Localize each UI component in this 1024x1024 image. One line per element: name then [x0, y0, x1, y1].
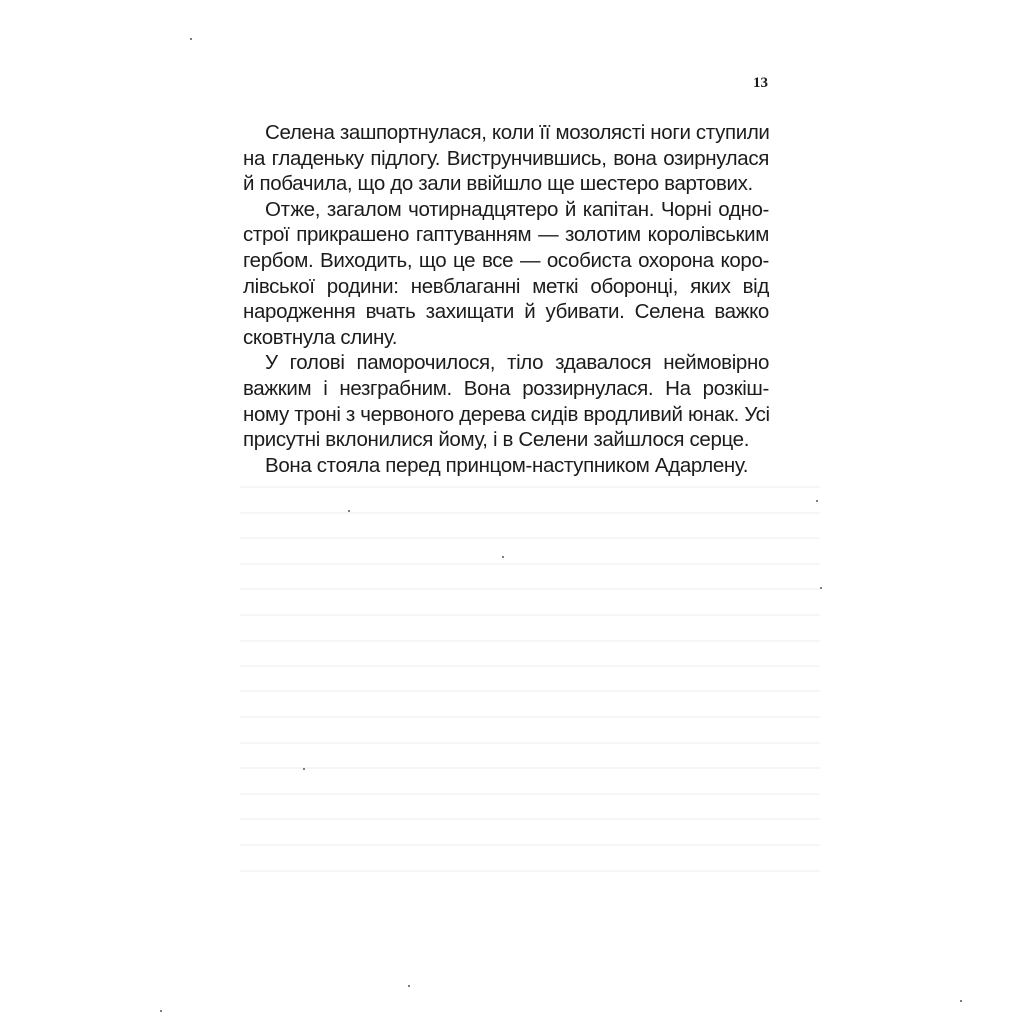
bleed-through [240, 793, 820, 795]
text-line: ному троні з червоного дерева сидів вродливий юнак. Усі [243, 402, 770, 426]
bleed-through [240, 640, 820, 642]
bleed-through [240, 742, 820, 744]
text-line: Селена зашпортнулася, коли її мозолясті ноги ступили [265, 121, 770, 144]
bleed-through [240, 870, 820, 872]
bleed-through [240, 844, 820, 846]
text-line: й побачила, що до зали ввійшло ще шестеро вартових. [243, 172, 753, 196]
dust-speck [303, 768, 305, 770]
page-number: 13 [753, 75, 768, 91]
bleed-through [240, 665, 820, 667]
dust-speck [816, 500, 818, 502]
bleed-through [240, 818, 820, 820]
text-line: присутні вклонилися йому, і в Селени зайшлося серце. [243, 428, 750, 452]
bleed-through [240, 690, 820, 692]
text-line: лівської родини: невблаганні меткі оборонці, яких від [243, 274, 769, 298]
text-line: на гладеньку підлогу. Виструнчившись, вона озирнулася [243, 146, 769, 170]
bleed-through [240, 716, 820, 718]
text-line: гербом. Виходить, що це все — особиста охорона коро- [243, 248, 769, 272]
bleed-through [240, 486, 820, 488]
bleed-through [240, 537, 820, 539]
text-line: У голові паморочилося, тіло здавалося неймовірно [265, 351, 769, 375]
body-text [243, 120, 769, 478]
bleed-through [240, 563, 820, 565]
bleed-through [240, 614, 820, 616]
text-line: народження вчать захищати й убивати. Селена важко [243, 300, 769, 324]
bleed-through [240, 588, 820, 590]
bleed-through [240, 512, 820, 514]
dust-speck [820, 587, 822, 589]
dust-speck [960, 1000, 962, 1002]
text-line: строї прикрашено гаптуванням — золотим королівським [243, 223, 769, 247]
dust-speck [408, 985, 410, 987]
dust-speck [160, 1010, 162, 1012]
dust-speck [190, 38, 192, 40]
text-line: важким і незграбним. Вона роззирнулася. На розкіш- [243, 376, 769, 400]
text-line: Вона стояла перед принцом-наступником Адарлену. [265, 453, 749, 477]
bleed-through [240, 767, 820, 769]
dust-speck [502, 556, 504, 558]
dust-speck [348, 510, 350, 512]
text-line: сковтнула слину. [243, 325, 398, 349]
text-line: Отже, загалом чотирнадцятеро й капітан. Чорні одно- [265, 197, 769, 221]
